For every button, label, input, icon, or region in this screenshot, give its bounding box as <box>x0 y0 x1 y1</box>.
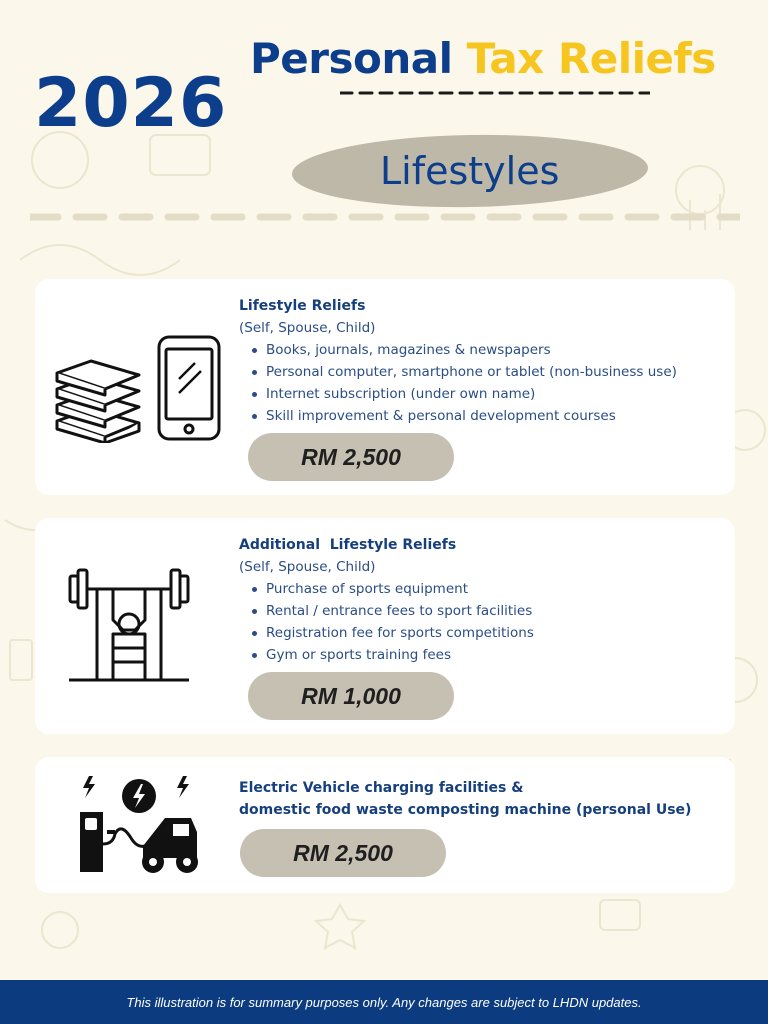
relief-list <box>239 578 534 666</box>
ev-charging-icon <box>77 774 201 874</box>
title-underline <box>340 88 650 98</box>
title-personal: Personal <box>250 34 453 83</box>
additional-lifestyle-reliefs-card <box>35 518 735 734</box>
weightlifting-icon <box>67 568 191 684</box>
title-tax-reliefs: Tax Reliefs <box>466 34 716 83</box>
list-item: Skill improvement & personal development courses <box>239 405 677 427</box>
list-item: Books, journals, magazines & newspapers <box>239 339 677 361</box>
card-title: Additional Lifestyle Reliefs <box>239 537 457 553</box>
category-badge <box>291 132 648 210</box>
list-item: Registration fee for sports competitions <box>239 622 534 644</box>
card-subtitle: (Self, Spouse, Child) <box>239 320 376 336</box>
list-item: Rental / entrance fees to sport facilities <box>239 600 534 622</box>
header-divider <box>30 208 740 226</box>
card-title <box>239 777 691 821</box>
tablet-icon <box>157 335 221 441</box>
relief-amount: RM 2,500 <box>240 829 446 877</box>
relief-list <box>239 339 677 427</box>
ev-composting-card <box>35 757 735 893</box>
year-heading: 2026 <box>34 64 228 143</box>
books-icon <box>53 359 141 443</box>
card-title: Lifestyle Reliefs <box>239 298 366 314</box>
list-item: Gym or sports training fees <box>239 644 534 666</box>
category-label: Lifestyles <box>380 149 560 193</box>
lifestyle-reliefs-card <box>35 279 735 495</box>
list-item: Purchase of sports equipment <box>239 578 534 600</box>
card-title-line2: domestic food waste composting machine (personal Use) <box>239 802 692 818</box>
card-subtitle: (Self, Spouse, Child) <box>239 559 376 575</box>
page-title <box>250 34 716 83</box>
list-item: Personal computer, smartphone or tablet (non-business use) <box>239 361 677 383</box>
card-title-line1: Electric Vehicle charging facilities & <box>239 780 524 796</box>
relief-amount: RM 2,500 <box>248 433 454 481</box>
disclaimer-text: This illustration is for summary purposes only. Any changes are subject to LHDN updates. <box>126 994 642 1010</box>
list-item: Internet subscription (under own name) <box>239 383 677 405</box>
disclaimer-footer <box>0 980 768 1024</box>
relief-amount: RM 1,000 <box>248 672 454 720</box>
